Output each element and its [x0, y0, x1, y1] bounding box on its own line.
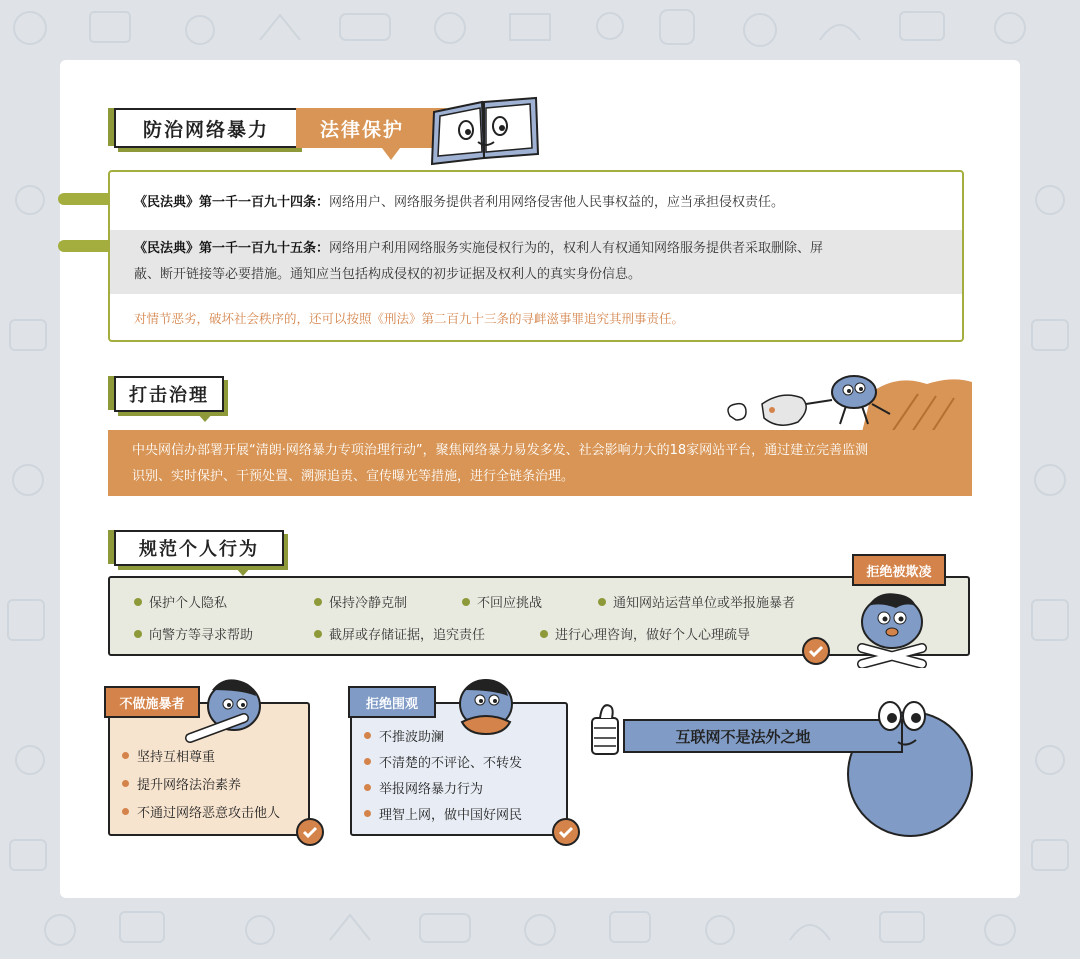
article-2-ref: 《民法典》第一千一百九十五条：: [134, 241, 330, 256]
list-item: 不推波助澜: [364, 726, 444, 745]
list-item: 坚持互相尊重: [122, 746, 215, 765]
governance-text-line2: 识别、实时保护、干预处置、溯源追责、宣传曝光等措施，进行全链条治理。: [132, 469, 575, 484]
list-item: 理智上网，做中国好网民: [364, 804, 522, 823]
check-icon: [552, 818, 580, 846]
list-item: 保持冷静克制: [314, 592, 407, 611]
callout-tail: [196, 412, 214, 422]
list-item: 进行心理咨询，做好个人心理疏导: [540, 624, 750, 643]
article-2-line2: 蔽、断开链接等必要措施。通知应当包括构成侵权的初步证据及权利人的真实身份信息。: [134, 267, 642, 282]
article-1-text: 网络用户、网络服务提供者利用网络侵害他人民事权益的，应当承担侵权责任。: [329, 195, 785, 210]
no-onlooker-tag: 拒绝围观: [348, 686, 436, 718]
article-1-ref: 《民法典》第一千一百九十四条：: [134, 195, 330, 210]
slogan-illustration: [588, 694, 978, 844]
check-icon: [296, 818, 324, 846]
mascot-character: [452, 676, 522, 736]
thumbs-up-icon: [592, 705, 618, 754]
list-item: 不通过网络恶意攻击他人: [122, 802, 280, 821]
law-articles-box: [108, 170, 964, 342]
list-item: 举报网络暴力行为: [364, 778, 483, 797]
slogan-text: 互联网不是法外之地: [675, 728, 811, 746]
governance-band: [108, 430, 972, 496]
list-item: 保护个人隐私: [134, 592, 227, 611]
article-1: [134, 192, 784, 214]
article-2-text: 网络用户利用网络服务实施侵权行为的，权利人有权通知网络服务提供者采取删除、屏: [329, 241, 824, 256]
mascot-character: [182, 676, 272, 746]
book-icon: [426, 94, 544, 166]
no-abuser-tag: 不做施暴者: [104, 686, 200, 718]
list-item: 向警方等寻求帮助: [134, 624, 253, 643]
law-title-right: 法律保护: [296, 108, 446, 148]
governance-text-line1: 中央网信办部署开展“清朗·网络暴力专项治理行动”，聚焦网络暴力易发多发、社会影响力大的18家网站平台，通过建立完善监测: [132, 443, 869, 458]
behavior-title: 规范个人行为: [114, 530, 284, 566]
list-item: 通知网站运营单位或举报施暴者: [598, 592, 795, 611]
refuse-bullying-tag: 拒绝被欺凌: [852, 554, 946, 586]
article-2-line1: [134, 238, 823, 260]
law-title-left: 防治网络暴力: [114, 108, 298, 148]
criminal-law-note: 对情节恶劣，破坏社会秩序的，还可以按照《刑法》第二百九十三条的寻衅滋事罪追究其刑事责任。: [134, 311, 685, 326]
fight-illustration: [722, 374, 972, 432]
mascot-character: [852, 588, 932, 668]
anti-bullying-box: [108, 576, 970, 656]
list-item: 提升网络法治素养: [122, 774, 241, 793]
list-item: 不清楚的不评论、不转发: [364, 752, 522, 771]
callout-tail: [234, 566, 252, 576]
governance-title: 打击治理: [114, 376, 224, 412]
callout-tail: [382, 148, 400, 160]
check-icon: [802, 637, 830, 665]
list-item: 截屏或存储证据，追究责任: [314, 624, 485, 643]
list-item: 不回应挑战: [462, 592, 542, 611]
